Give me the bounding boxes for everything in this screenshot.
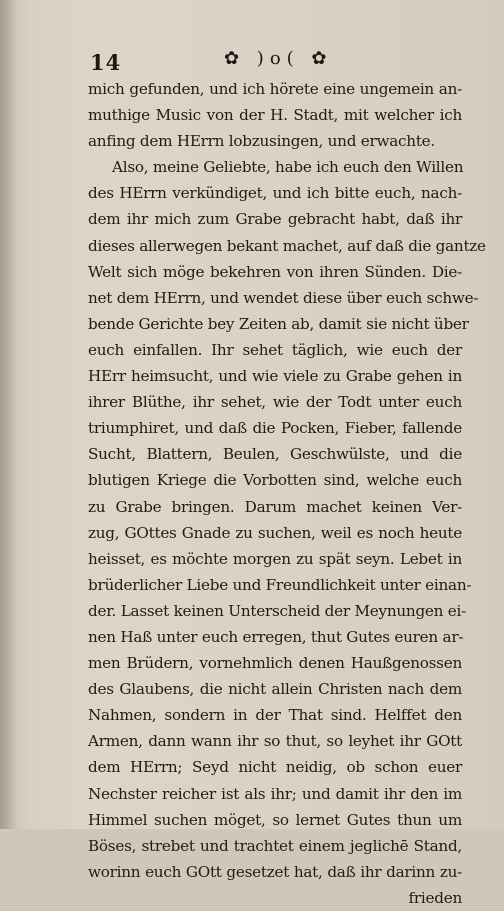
text-line: triumphiret, und daß die Pocken, Fieber, fallende — [88, 419, 462, 438]
page-gutter-shadow — [0, 0, 18, 829]
page-number: 14 — [90, 50, 122, 75]
text-line: ihrer Blüthe, ihr sehet, wie der Todt unter euch — [88, 393, 462, 412]
text-line: Armen, dann wann ihr so thut, so leyhet ihr GOtt — [88, 732, 462, 751]
text-line: dem ihr mich zum Grabe gebracht habt, daß ihr — [88, 210, 462, 229]
text-line: muthige Music von der H. Stadt, mit welcher ich — [88, 106, 462, 125]
text-line: bende Gerichte bey Zeiten ab, damit sie nicht über — [88, 314, 469, 333]
text-line: net dem HErrn, und wendet diese über euch schwe- — [88, 288, 479, 307]
text-line: mich gefunden, und ich hörete eine ungemein an- — [88, 80, 462, 98]
text-line: Himmel suchen möget, so lernet Gutes thun um — [88, 810, 462, 829]
text-line: Sucht, Blattern, Beulen, Geschwülste, und die — [88, 445, 462, 464]
catchword: frieden — [408, 888, 462, 907]
text-line: dem HErrn; Seyd nicht neidig, ob schon euer — [88, 758, 462, 777]
text-line: der. Lasset keinen Unterscheid der Meynungen ei- — [88, 601, 466, 620]
text-line: des HErrn verkündiget, und ich bitte euch, nach- — [88, 184, 462, 203]
text-line: Böses, strebet und trachtet einem jeglichē Stand, — [88, 836, 462, 855]
text-line: brüderlicher Liebe und Freundlichkeit unter einan- — [88, 575, 472, 594]
ornament-icon: ✿ )o( ✿ — [224, 48, 333, 69]
text-line: Welt sich möge bekehren von ihren Sünden. Die- — [88, 262, 462, 281]
text-line: Also, meine Geliebte, habe ich euch den Willen — [112, 158, 464, 177]
text-line: HErr heimsucht, und wie viele zu Grabe gehen in — [88, 367, 462, 386]
text-line: men Brüdern, vornehmlich denen Haußgenossen — [88, 654, 462, 673]
text-line: blutigen Kriege die Vorbotten sind, welche euch — [88, 471, 462, 490]
body-text — [88, 76, 486, 911]
text-line: zu Grabe bringen. Darum machet keinen Ver- — [88, 497, 462, 516]
text-line: anfing dem HErrn lobzusingen, und erwachte. — [88, 132, 436, 151]
text-line: nen Haß unter euch erregen, thut Gutes euren ar- — [88, 627, 464, 646]
page-header — [84, 48, 464, 74]
text-line: Nechster reicher ist als ihr; und damit ihr den im — [88, 784, 462, 803]
text-line: zug, GOttes Gnade zu suchen, weil es noch heute — [88, 523, 462, 542]
text-line: worinn euch GOtt gesetzet hat, daß ihr darinn zu- — [88, 862, 462, 881]
text-line: des Glaubens, die nicht allein Christen nach dem — [88, 680, 462, 699]
text-line: euch einfallen. Ihr sehet täglich, wie euch der — [88, 340, 462, 359]
text-line: dieses allerwegen bekant machet, auf daß die gantze — [88, 236, 486, 255]
text-line: Nahmen, sondern in der That sind. Helffet den — [88, 706, 462, 725]
text-line: heisset, es möchte morgen zu spät seyn. Lebet in — [88, 549, 462, 568]
